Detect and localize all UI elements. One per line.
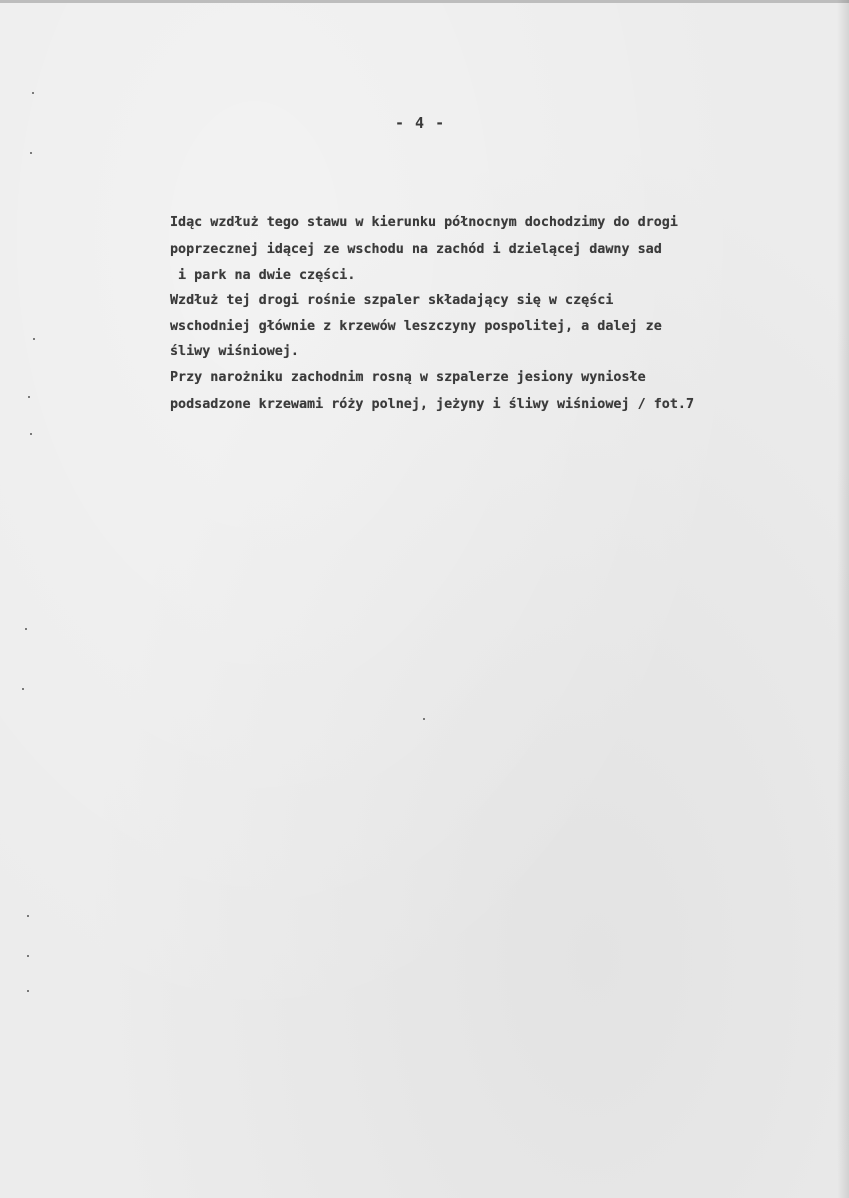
text-line-8: podsadzone krzewami róży polnej, jeżyny i śliwy wiśniowej / fot.7 — [170, 397, 695, 412]
scan-speck — [27, 915, 29, 917]
text-line-2: poprzecznej idącej ze wschodu na zachód i dzielącej dawny sad — [170, 242, 662, 257]
scan-speck — [27, 990, 29, 992]
page-top-edge — [0, 0, 849, 3]
text-line-6: śliwy wiśniowej. — [170, 344, 299, 359]
scan-speck — [30, 152, 32, 154]
scan-speck — [423, 718, 425, 720]
scan-speck — [32, 92, 34, 94]
text-line-4: Wzdłuż tej drogi rośnie szpaler składający się w części — [170, 293, 614, 308]
page-number: - 4 - — [395, 114, 446, 132]
text-line-1: Idąc wzdłuż tego stawu w kierunku północnym dochodzimy do drogi — [170, 215, 678, 230]
text-line-3: i park na dwie części. — [170, 268, 356, 283]
scan-speck — [25, 628, 27, 630]
scan-speck — [33, 338, 35, 340]
scan-speck — [30, 433, 32, 435]
scan-speck — [22, 688, 24, 690]
text-line-7: Przy narożniku zachodnim rosną w szpalerze jesiony wyniosłe — [170, 370, 646, 385]
page-right-edge-shadow — [837, 0, 849, 1198]
text-line-5: wschodniej głównie z krzewów leszczyny pospolitej, a dalej ze — [170, 319, 662, 334]
scan-speck — [28, 396, 30, 398]
scan-speck — [27, 955, 29, 957]
